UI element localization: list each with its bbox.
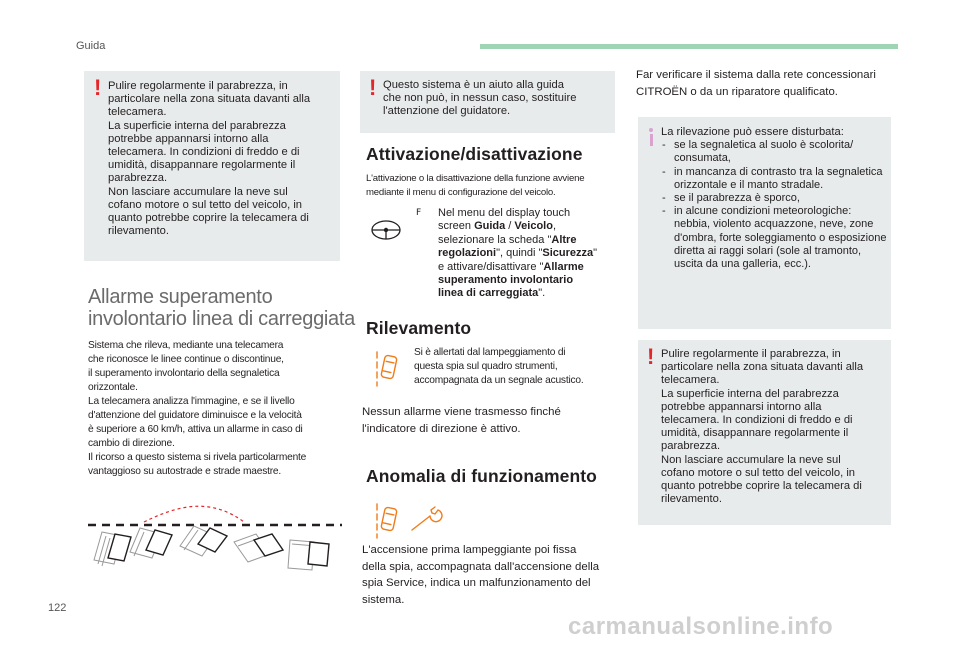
lane-departure-warning-lamp-icon — [374, 502, 400, 540]
warning-box-left — [84, 71, 340, 261]
warning-line: quanto potrebbe coprire la telecamera di — [661, 480, 862, 493]
warning-line: La superficie interna del parabrezza — [661, 387, 839, 400]
detection-body — [362, 404, 617, 437]
warning-line: rilevamento. — [108, 225, 169, 238]
detection-line: Si è allertati dal lampeggiamento di — [414, 347, 566, 358]
lane-departure-illustration — [84, 500, 344, 580]
warning-line: Non lasciare accumulare la neve sul — [661, 453, 841, 466]
verification-note — [636, 67, 906, 100]
lane-departure-warning-lamp-icon — [374, 350, 400, 388]
warning-text — [108, 80, 338, 238]
warning-line: rilevamento. — [661, 493, 722, 506]
warning-line: umidità, disappannare regolarmente il — [108, 159, 296, 172]
detection-icon-text — [414, 346, 619, 388]
info-icon-dot — [649, 128, 653, 132]
info-item: - se il parabrezza è sporco, — [661, 192, 887, 205]
step-text: " — [593, 247, 598, 260]
tab-regolazioni: regolazioni — [438, 247, 497, 260]
malfunction-title: Anomalia di funzionamento — [366, 466, 597, 486]
warning-line: Questo sistema è un aiuto alla guida — [383, 79, 564, 91]
body-line: orizzontale. — [88, 382, 138, 393]
warning-line: cofano motore o sul tetto del veicolo, in — [661, 466, 856, 479]
alarm-section-title — [88, 286, 355, 330]
info-content — [661, 126, 887, 271]
activation-intro — [366, 172, 618, 200]
step-text: , — [552, 220, 557, 233]
tab-altre: Altre — [551, 233, 577, 246]
step-text: Nel menu del display touch — [438, 207, 571, 219]
step-text: ", quindi " — [496, 247, 543, 260]
warning-line: potrebbe appannarsi intorno alla — [661, 400, 822, 413]
warning-line: l'attenzione del guidatore. — [383, 105, 511, 118]
option-superamento: superamento involontario — [438, 274, 574, 287]
option-allarme: Allarme — [543, 260, 584, 273]
warning-line: Pulire regolarmente il parabrezza, in — [661, 348, 841, 360]
watermark: carmanualsonline.info — [568, 613, 834, 640]
page-number: 122 — [48, 602, 67, 614]
warning-line: particolare nella zona situata davanti alla — [661, 361, 864, 374]
menu-sicurezza: Sicurezza — [542, 247, 594, 260]
body-line: il superamento involontario della segnaletica — [88, 368, 280, 379]
body-line: Il ricorso a questo sistema si rivela particolarmente — [88, 452, 307, 463]
malfunction-line: spia Service, indica un malfunzionamento del — [362, 577, 591, 589]
info-item: - in mancanza di contrasto tra la segnaletica orizzontale e il manto stradale. — [661, 166, 887, 192]
malfunction-line: della spia, accompagnata dall'accensione della — [362, 560, 600, 573]
info-intro: La rilevazione può essere disturbata: — [661, 126, 844, 138]
info-list — [661, 139, 887, 271]
warning-line: parabrezza. — [108, 172, 168, 185]
warning-line: Non lasciare accumulare la neve sul — [108, 185, 288, 198]
step-text: e attivare/disattivare " — [438, 260, 544, 273]
warning-icon: ! — [647, 344, 655, 369]
warning-line: particolare nella zona situata davanti alla — [108, 93, 311, 106]
menu-guida: Guida — [474, 220, 506, 233]
warning-line: parabrezza. — [661, 440, 721, 453]
malfunction-line: L'accensione prima lampeggiante poi fissa — [362, 544, 577, 556]
info-box — [638, 117, 891, 329]
option-linea: linea di carreggiata — [438, 287, 539, 300]
section-header-bar — [480, 44, 898, 49]
service-wrench-icon — [410, 508, 446, 532]
warning-line: telecamera. In condizioni di freddo e di — [108, 146, 300, 159]
warning-line: telecamera. — [108, 106, 167, 119]
malfunction-body — [362, 542, 620, 608]
alarm-section-body — [88, 339, 346, 479]
warning-line: Pulire regolarmente il parabrezza, in — [108, 80, 288, 92]
warning-box-right — [638, 340, 891, 525]
activation-step — [416, 207, 614, 301]
note-line: Far verificare il sistema dalla rete concessionari — [636, 69, 876, 81]
info-icon — [650, 134, 653, 146]
body-line: vantaggioso su autostrade e strade maestre. — [88, 466, 282, 477]
detection-line: accompagnata da un segnale acustico. — [414, 375, 584, 386]
bullet-icon: F — [416, 208, 422, 218]
body-line: cambio di direzione. — [88, 438, 175, 449]
body-line: La telecamera analizza l'immagine, e se il livello — [88, 396, 295, 407]
info-item: - in alcune condizioni meteorologiche: nebbia, violento acquazzone, neve, zone d'ombra, forte soleggiamento o esposizione diretta ai raggi solari (sole al tramonto, uscita da una galleria, ecc.). — [661, 205, 887, 271]
warning-box-middle — [360, 71, 615, 133]
warning-text — [661, 348, 889, 506]
detection-line: questa spia sul quadro strumenti, — [414, 361, 558, 372]
steering-wheel-icon — [370, 218, 402, 242]
malfunction-line: sistema. — [362, 593, 405, 606]
activation-title: Attivazione/disattivazione — [366, 144, 583, 164]
intro-line: mediante il menu di configurazione del veicolo. — [366, 187, 556, 198]
warning-line: telecamera. In condizioni di freddo e di — [661, 414, 853, 427]
warning-icon: ! — [369, 75, 377, 100]
step-text: screen — [438, 220, 475, 233]
warning-line: umidità, disappannare regolarmente il — [661, 427, 849, 440]
section-label: Guida — [76, 40, 106, 52]
step-text: ". — [538, 287, 546, 300]
step-text: selezionare la scheda " — [438, 233, 552, 246]
title-line: Allarme superamento — [88, 286, 273, 308]
note-line: CITROËN o da un riparatore qualificato. — [636, 85, 838, 98]
menu-veicolo: Veicolo — [514, 220, 553, 233]
body-line: Sistema che rileva, mediante una telecamera — [88, 340, 284, 351]
body-line: d'attenzione del guidatore diminuisce e la velocità — [88, 410, 302, 421]
warning-text — [383, 79, 611, 119]
body-line: è superiore a 60 km/h, attiva un allarme in caso di — [88, 424, 303, 435]
warning-line: telecamera. — [661, 374, 720, 387]
warning-line: cofano motore o sul tetto del veicolo, in — [108, 198, 303, 211]
warning-line: potrebbe appannarsi intorno alla — [108, 132, 269, 145]
body-line: che riconosce le linee continue o discontinue, — [88, 354, 284, 365]
detection-body-line: l'indicatore di direzione è attivo. — [362, 422, 521, 435]
warning-icon: ! — [94, 75, 102, 100]
warning-line: La superficie interna del parabrezza — [108, 119, 286, 132]
warning-line: quanto potrebbe coprire la telecamera di — [108, 212, 309, 225]
detection-title: Rilevamento — [366, 318, 472, 338]
step-text: / — [505, 220, 515, 233]
detection-body-line: Nessun allarme viene trasmesso finché — [362, 406, 561, 418]
info-item: - se la segnaletica al suolo è scolorita/ consumata, — [661, 139, 887, 165]
intro-line: L'attivazione o la disattivazione della funzione avviene — [366, 173, 585, 184]
title-line: involontario linea di carreggiata — [88, 308, 355, 330]
warning-line: che non può, in nessun caso, sostituire — [383, 92, 577, 105]
